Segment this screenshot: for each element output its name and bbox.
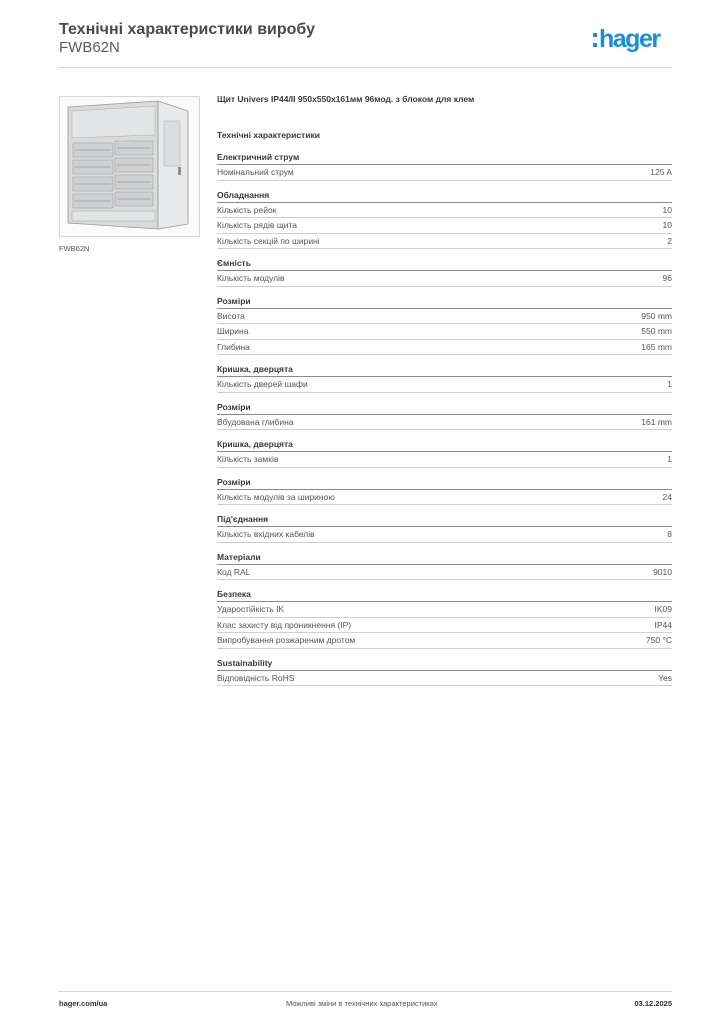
tech-heading: Технічні характеристики bbox=[217, 130, 320, 140]
spec-row bbox=[217, 324, 672, 340]
spec-label: Ширина bbox=[217, 326, 249, 336]
spec-label: Відповідність RoHS bbox=[217, 672, 295, 683]
spec-label: Глибина bbox=[217, 341, 250, 352]
spec-value: 10 bbox=[662, 220, 672, 230]
image-caption: FWB62N bbox=[59, 244, 90, 253]
spec-value: 8 bbox=[667, 529, 672, 539]
spec-section bbox=[217, 152, 672, 181]
spec-section bbox=[217, 658, 672, 687]
spec-value: 950 mm bbox=[641, 310, 672, 321]
section-title: Електричний струм bbox=[217, 152, 672, 165]
footer-date: 03.12.2025 bbox=[634, 999, 672, 1008]
spec-value: 165 mm bbox=[641, 341, 672, 352]
spec-label: Випробування розжареним дротом bbox=[217, 635, 356, 645]
footer-website: hager.com/ua bbox=[59, 999, 108, 1008]
page-title: Технічні характеристики виробу bbox=[59, 21, 315, 38]
section-title: Sustainability bbox=[217, 658, 672, 671]
logo-text: hager bbox=[599, 25, 660, 53]
section-title: Розміри bbox=[217, 296, 672, 309]
spec-value: 9010 bbox=[653, 566, 672, 577]
spec-row bbox=[217, 165, 672, 181]
spec-row bbox=[217, 490, 672, 506]
spec-label: Вбудована глибина bbox=[217, 416, 294, 427]
section-title: Кришка, дверцята bbox=[217, 364, 672, 377]
spec-value: 24 bbox=[662, 491, 672, 502]
spec-section bbox=[217, 589, 672, 649]
spec-label: Код RAL bbox=[217, 566, 251, 577]
spec-section bbox=[217, 296, 672, 356]
spec-label: Кількість рейок bbox=[217, 204, 277, 215]
spec-label: Кількість замків bbox=[217, 454, 279, 464]
spec-section bbox=[217, 402, 672, 431]
spec-row bbox=[217, 271, 672, 287]
spec-sections bbox=[217, 152, 672, 686]
spec-row bbox=[217, 234, 672, 250]
spec-value: 96 bbox=[662, 273, 672, 283]
spec-row bbox=[217, 671, 672, 687]
spec-label: Кількість вхідних кабелів bbox=[217, 529, 315, 539]
spec-section bbox=[217, 514, 672, 543]
spec-label: Кількість секцій по ширині bbox=[217, 235, 320, 246]
spec-row bbox=[217, 602, 672, 618]
spec-section bbox=[217, 364, 672, 393]
spec-label: Кількість рядів щита bbox=[217, 220, 297, 230]
section-title: Матеріали bbox=[217, 552, 672, 565]
spec-row bbox=[217, 565, 672, 581]
spec-section bbox=[217, 552, 672, 581]
spec-label: Ударостійкість IK bbox=[217, 604, 285, 614]
section-title: Розміри bbox=[217, 477, 672, 490]
spec-value: 1 bbox=[667, 454, 672, 464]
spec-row bbox=[217, 203, 672, 219]
hager-logo bbox=[593, 27, 660, 52]
spec-row bbox=[217, 309, 672, 325]
section-title: Розміри bbox=[217, 402, 672, 415]
spec-row bbox=[217, 452, 672, 468]
spec-value: 161 mm bbox=[641, 416, 672, 427]
spec-label: Номінальний струм bbox=[217, 167, 294, 177]
spec-section bbox=[217, 477, 672, 506]
spec-row bbox=[217, 527, 672, 543]
product-image bbox=[59, 96, 200, 237]
spec-value: 125 A bbox=[650, 167, 672, 177]
spec-value: 550 mm bbox=[641, 326, 672, 336]
spec-section bbox=[217, 190, 672, 250]
spec-row bbox=[217, 340, 672, 356]
section-title: Під'єднання bbox=[217, 514, 672, 527]
spec-value: IP44 bbox=[654, 619, 672, 630]
footer-divider bbox=[58, 991, 672, 992]
section-title: Безпека bbox=[217, 589, 672, 602]
header-divider bbox=[58, 67, 672, 68]
cabinet-illustration-icon bbox=[60, 97, 199, 236]
spec-row bbox=[217, 633, 672, 649]
spec-section bbox=[217, 439, 672, 468]
spec-row bbox=[217, 415, 672, 431]
spec-value: 2 bbox=[667, 235, 672, 246]
spec-value: IK09 bbox=[654, 604, 672, 614]
spec-value: Yes bbox=[658, 672, 672, 683]
footer-note: Можливі зміни в технічних характеристиках bbox=[286, 999, 438, 1008]
spec-value: 750 °C bbox=[645, 635, 672, 645]
spec-value: 1 bbox=[667, 379, 672, 389]
spec-row bbox=[217, 618, 672, 634]
product-code: FWB62N bbox=[59, 39, 120, 56]
section-title: Кришка, дверцята bbox=[217, 439, 672, 452]
spec-row bbox=[217, 218, 672, 234]
spec-content bbox=[217, 94, 672, 695]
section-title: Ємність bbox=[217, 258, 672, 271]
spec-row bbox=[217, 377, 672, 393]
product-title: Щит Univers IP44/II 950x550x161мм 96мод. з блоком для клем bbox=[217, 94, 475, 104]
spec-value: 10 bbox=[662, 204, 672, 215]
section-title: Обладнання bbox=[217, 190, 672, 203]
logo-dots-icon bbox=[593, 33, 597, 47]
spec-label: Кількість модулів за шириною bbox=[217, 491, 335, 502]
spec-label: Кількість модулів bbox=[217, 273, 285, 283]
spec-label: Кількість дверей шафи bbox=[217, 379, 308, 389]
spec-label: Висота bbox=[217, 310, 245, 321]
spec-label: Клас захисту від проникнення (IP) bbox=[217, 619, 352, 630]
spec-section bbox=[217, 258, 672, 287]
